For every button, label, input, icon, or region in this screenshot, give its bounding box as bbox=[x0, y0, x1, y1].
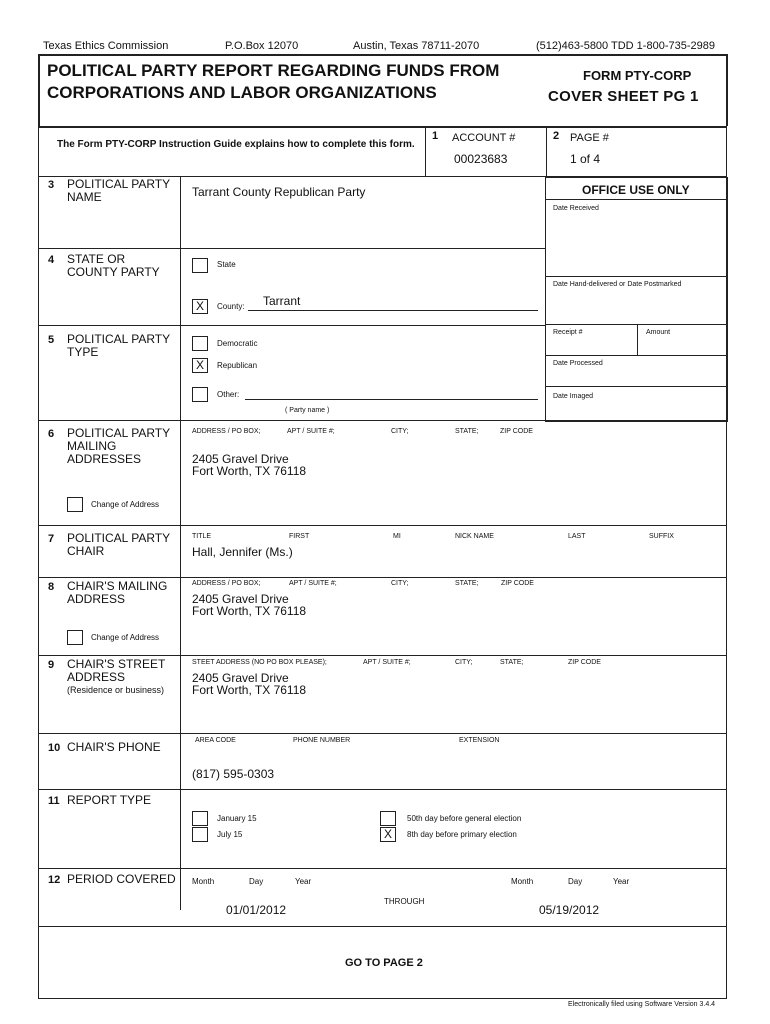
chair-phone-value: (817) 595-0303 bbox=[192, 767, 275, 781]
to-year-caption: Year bbox=[613, 877, 630, 886]
county-checkbox[interactable]: X bbox=[192, 299, 208, 314]
chair-street-line2: Fort Worth, TX 76118 bbox=[192, 683, 307, 697]
s5-label-line1: POLITICAL PARTY bbox=[67, 332, 171, 346]
cover-sheet-label: COVER SHEET PG 1 bbox=[548, 88, 699, 105]
to-day-caption: Day bbox=[568, 877, 583, 886]
primary-election-label: 8th day before primary election bbox=[407, 830, 517, 839]
party-change-of-address-checkbox[interactable] bbox=[67, 497, 83, 512]
agency-phone: (512)463-5800 TDD 1-800-735-2989 bbox=[536, 40, 715, 52]
s3-label-line1: POLITICAL PARTY bbox=[67, 177, 171, 191]
go-to-page-2: GO TO PAGE 2 bbox=[345, 957, 423, 969]
account-number-index: 1 bbox=[432, 130, 439, 142]
receipt-label: Receipt # bbox=[553, 329, 583, 336]
s7-index: 7 bbox=[48, 533, 55, 545]
amount-label: Amount bbox=[646, 329, 671, 336]
january-checkbox[interactable] bbox=[192, 811, 208, 826]
general-election-checkbox[interactable] bbox=[380, 811, 396, 826]
january-label: January 15 bbox=[217, 814, 257, 823]
page-label: PAGE # bbox=[570, 132, 609, 144]
general-election-label: 50th day before general election bbox=[407, 814, 522, 823]
chair-change-of-address-checkbox[interactable] bbox=[67, 630, 83, 645]
s8-cap-city: CITY; bbox=[391, 580, 409, 587]
period-from-value: 01/01/2012 bbox=[226, 903, 287, 917]
account-label: ACCOUNT # bbox=[452, 132, 516, 144]
s9-label-line1: CHAIR'S STREET bbox=[67, 657, 166, 671]
s8-cap-zip: ZIP CODE bbox=[501, 580, 534, 587]
footer-software-version: Electronically filed using Software Version 3.4.4 bbox=[568, 1001, 716, 1008]
s7-cap-nick: NICK NAME bbox=[455, 533, 494, 540]
july-label: July 15 bbox=[217, 830, 243, 839]
party-name-value: Tarrant County Republican Party bbox=[192, 185, 366, 199]
s6-index: 6 bbox=[48, 428, 55, 440]
s6-cap-zip: ZIP CODE bbox=[500, 428, 533, 435]
s10-cap-ext: EXTENSION bbox=[459, 737, 500, 744]
party-address-line2: Fort Worth, TX 76118 bbox=[192, 464, 307, 478]
s7-cap-mi: MI bbox=[393, 533, 401, 540]
s9-cap-zip: ZIP CODE bbox=[568, 659, 601, 666]
instruction-text: The Form PTY-CORP Instruction Guide explains how to complete this form. bbox=[57, 139, 415, 150]
s4-label-line1: STATE OR bbox=[67, 252, 126, 266]
party-change-of-address-label: Change of Address bbox=[91, 500, 160, 509]
from-year-caption: Year bbox=[295, 877, 312, 886]
other-label: Other: bbox=[217, 390, 240, 399]
s9-index: 9 bbox=[48, 659, 55, 671]
s8-label-line2: ADDRESS bbox=[67, 592, 126, 606]
date-processed-label: Date Processed bbox=[553, 360, 603, 367]
to-month-caption: Month bbox=[511, 877, 534, 886]
s4-label-line2: COUNTY PARTY bbox=[67, 265, 160, 279]
s9-cap-city: CITY; bbox=[455, 659, 473, 666]
s10-cap-phone: PHONE NUMBER bbox=[293, 737, 351, 744]
date-received-label: Date Received bbox=[553, 205, 599, 212]
s9-label-line3: (Residence or business) bbox=[67, 685, 165, 695]
through-label: THROUGH bbox=[384, 897, 425, 906]
s4-index: 4 bbox=[48, 254, 55, 266]
s7-cap-first: FIRST bbox=[289, 533, 310, 540]
form-id: FORM PTY-CORP bbox=[583, 68, 692, 83]
county-label: County: bbox=[217, 302, 245, 311]
po-box: P.O.Box 12070 bbox=[225, 40, 299, 52]
s7-cap-title: TITLE bbox=[192, 533, 212, 540]
s5-label-line2: TYPE bbox=[67, 345, 99, 359]
s7-cap-suffix: SUFFIX bbox=[649, 533, 674, 540]
s6-cap-city: CITY; bbox=[391, 428, 409, 435]
s8-cap-apt: APT / SUITE #; bbox=[289, 580, 337, 587]
s9-cap-state: STATE; bbox=[500, 659, 524, 666]
s7-cap-last: LAST bbox=[568, 533, 586, 540]
chair-mailing-line1: 2405 Gravel Drive bbox=[192, 592, 289, 606]
republican-checkbox[interactable]: X bbox=[192, 358, 208, 373]
republican-label: Republican bbox=[217, 361, 258, 370]
party-name-caption: ( Party name ) bbox=[285, 407, 330, 414]
s8-cap-address: ADDRESS / PO BOX; bbox=[192, 580, 261, 587]
page-value: 1 of 4 bbox=[570, 152, 601, 166]
s10-label: CHAIR'S PHONE bbox=[67, 740, 161, 754]
chair-change-of-address-label: Change of Address bbox=[91, 633, 160, 642]
july-checkbox[interactable] bbox=[192, 827, 208, 842]
date-hand-delivered-label: Date Hand-delivered or Date Postmarked bbox=[553, 281, 682, 288]
state-checkbox[interactable] bbox=[192, 258, 208, 273]
s12-index: 12 bbox=[48, 874, 61, 886]
s12-label: PERIOD COVERED bbox=[67, 872, 176, 886]
chair-street-line1: 2405 Gravel Drive bbox=[192, 671, 289, 685]
other-checkbox[interactable] bbox=[192, 387, 208, 402]
party-address-line1: 2405 Gravel Drive bbox=[192, 452, 289, 466]
s7-label-line1: POLITICAL PARTY bbox=[67, 531, 171, 545]
s10-index: 10 bbox=[48, 742, 61, 754]
account-value: 00023683 bbox=[454, 152, 508, 166]
s8-index: 8 bbox=[48, 581, 55, 593]
s6-cap-apt: APT / SUITE #; bbox=[287, 428, 335, 435]
office-use-title: OFFICE USE ONLY bbox=[582, 183, 690, 197]
chair-mailing-line2: Fort Worth, TX 76118 bbox=[192, 604, 307, 618]
form-title-line2: CORPORATIONS AND LABOR ORGANIZATIONS bbox=[47, 83, 437, 102]
s8-label-line1: CHAIR'S MAILING bbox=[67, 579, 168, 593]
form-title-line1: POLITICAL PARTY REPORT REGARDING FUNDS FROM bbox=[47, 61, 500, 80]
s10-cap-area: AREA CODE bbox=[195, 737, 236, 744]
agency-city: Austin, Texas 78711-2070 bbox=[353, 40, 480, 52]
page-number-index: 2 bbox=[553, 130, 560, 142]
s3-index: 3 bbox=[48, 179, 55, 191]
s6-cap-address: ADDRESS / PO BOX; bbox=[192, 428, 261, 435]
s5-index: 5 bbox=[48, 334, 55, 346]
s9-label-line2: ADDRESS bbox=[67, 670, 126, 684]
s9-cap-apt: APT / SUITE #; bbox=[363, 659, 411, 666]
s8-cap-state: STATE; bbox=[455, 580, 479, 587]
state-label: State bbox=[217, 260, 236, 269]
democratic-label: Democratic bbox=[217, 339, 258, 348]
s9-cap-address: STEET ADDRESS (NO PO BOX PLEASE); bbox=[192, 659, 327, 666]
date-imaged-label: Date Imaged bbox=[553, 393, 594, 400]
chair-name-value: Hall, Jennifer (Ms.) bbox=[192, 545, 293, 559]
primary-election-checkbox[interactable]: X bbox=[380, 827, 396, 842]
s6-label-line2: MAILING bbox=[67, 439, 117, 453]
s6-label-line3: ADDRESSES bbox=[67, 452, 142, 466]
county-value: Tarrant bbox=[263, 294, 301, 308]
from-day-caption: Day bbox=[249, 877, 264, 886]
s11-index: 11 bbox=[48, 795, 60, 807]
s6-label-line1: POLITICAL PARTY bbox=[67, 426, 171, 440]
s7-label-line2: CHAIR bbox=[67, 544, 105, 558]
s3-label-line2: NAME bbox=[67, 190, 102, 204]
s11-label: REPORT TYPE bbox=[67, 793, 152, 807]
period-to-value: 05/19/2012 bbox=[539, 903, 600, 917]
democratic-checkbox[interactable] bbox=[192, 336, 208, 351]
from-month-caption: Month bbox=[192, 877, 215, 886]
s6-cap-state: STATE; bbox=[455, 428, 479, 435]
agency-name: Texas Ethics Commission bbox=[43, 40, 169, 52]
